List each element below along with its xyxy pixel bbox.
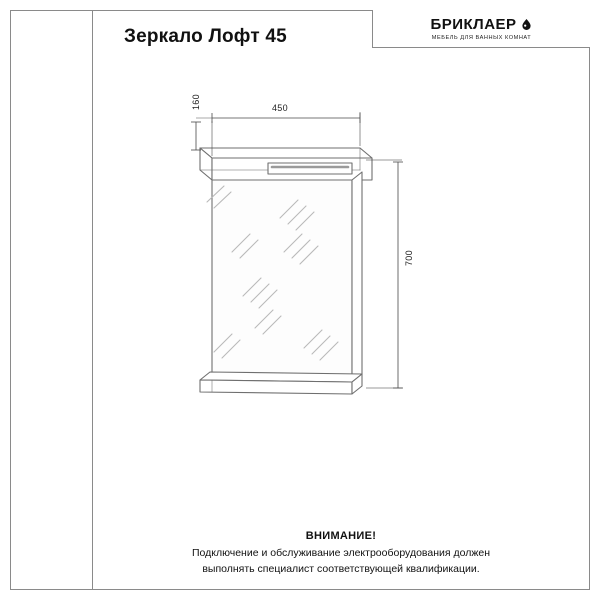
- sheet-border: [10, 10, 590, 590]
- notice-line-2: выполнять специалист соответствующей квалификации.: [202, 563, 480, 575]
- brand-tagline: МЕБЕЛЬ ДЛЯ ВАННЫХ КОМНАТ: [431, 34, 532, 41]
- notice-title: ВНИМАНИЕ!: [305, 530, 377, 542]
- brand-name-row: [430, 17, 532, 32]
- dimension-width-label: 450: [272, 103, 288, 113]
- brand-name: БРИКЛАЕР: [430, 15, 517, 33]
- droplet-icon: [520, 18, 533, 31]
- sheet-left-margin-line: [92, 10, 93, 590]
- notice-line-1: Подключение и обслуживание электрооборудования должен: [191, 547, 491, 559]
- dimension-height-label: 700: [404, 250, 414, 266]
- page-title: Зеркало Лофт 45: [124, 26, 287, 47]
- dimension-depth-label: 160: [191, 94, 201, 110]
- brand-logo: [372, 10, 590, 48]
